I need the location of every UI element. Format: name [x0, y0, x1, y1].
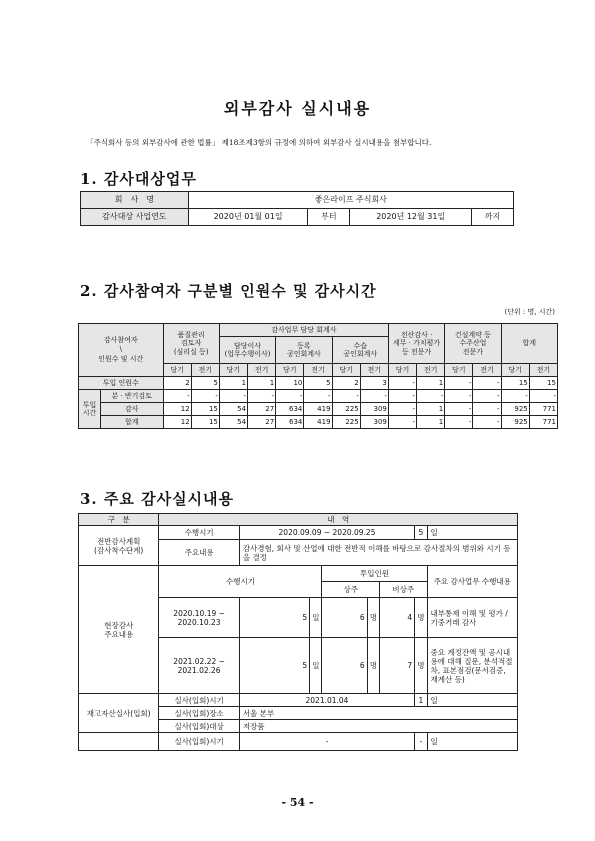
total-hours-cell: 15: [191, 416, 219, 429]
header-prior-period: 전기: [529, 364, 557, 377]
total-hours-cell: 925: [501, 416, 529, 429]
headcount-cell: 5: [304, 377, 332, 390]
audit-hours-cell: 12: [163, 403, 191, 416]
table-row: [79, 694, 518, 707]
header-it-experts: 전산감사 · 세무 · 가치평가 등 전문가: [388, 324, 444, 364]
corner-bottom: 인원수 및 시간: [98, 354, 144, 363]
audit-hours-cell: 309: [360, 403, 388, 416]
field-row-person-unit: 명: [367, 598, 379, 638]
section1-heading: 1. 감사대상업무: [80, 170, 197, 188]
header-partner: 담당이사 (업무수행이사): [219, 337, 275, 364]
field-row-part: 4: [380, 598, 415, 638]
audit-hours-cell: 15: [191, 403, 219, 416]
audit-hours-cell: -: [388, 403, 416, 416]
to-label: 까지: [472, 209, 514, 226]
main-content-label: 주요내용: [159, 540, 239, 566]
quarterly-hours-cell: -: [332, 390, 360, 403]
corner-mid: \: [119, 345, 122, 354]
quarterly-hours-cell: -: [219, 390, 247, 403]
field-row-full: 6: [322, 598, 367, 638]
header-current-period: 당기: [501, 364, 529, 377]
main-content-value: 감사경험, 회사 및 산업에 대한 전반적 이해를 바탕으로 감사절차의 범위와 시기 등을 결정: [239, 540, 517, 566]
table-row: [79, 403, 558, 416]
table-row: [79, 390, 558, 403]
quarterly-hours-cell: -: [529, 390, 557, 403]
table-row: [79, 526, 518, 540]
table-row: [79, 514, 518, 526]
extra-blank-cell: [79, 733, 159, 751]
field-row-day-unit: 일: [310, 638, 322, 694]
audit-hours-cell: 225: [332, 403, 360, 416]
field-row-desc: 내부통제 이해 및 평가 / 기중거래 감사: [427, 598, 518, 638]
total-hours-cell: -: [445, 416, 473, 429]
headcount-cell: 10: [276, 377, 304, 390]
period-label: 감사대상 사업연도: [81, 209, 189, 226]
table-row: [81, 209, 514, 226]
table-row: [79, 566, 518, 582]
total-hours-cell: 27: [248, 416, 276, 429]
headcount-cell: -: [473, 377, 501, 390]
header-current-period: 당기: [388, 364, 416, 377]
field-row-period: 2021.02.22 ~ 2021.02.26: [159, 638, 239, 694]
extra-time-days: -: [415, 733, 427, 751]
total-hours-cell: 634: [276, 416, 304, 429]
header-current-period: 당기: [219, 364, 247, 377]
headcount-cell: -: [445, 377, 473, 390]
field-row-person-unit: 명: [415, 598, 427, 638]
headcount-cell: 5: [191, 377, 219, 390]
audit-hours-cell: 925: [501, 403, 529, 416]
header-construction-experts: 건설계약 등 수주산업 전문가: [445, 324, 501, 364]
inv-day-unit: 일: [427, 694, 518, 707]
section3-heading: 3. 주요 감사실시내용: [80, 490, 235, 508]
perform-period-value: 2020.09.09 ~ 2020.09.25: [239, 526, 414, 540]
quarterly-hours-cell: -: [501, 390, 529, 403]
header-prior-period: 전기: [304, 364, 332, 377]
header-audit-group: 감사업무 담당 회계사: [219, 324, 388, 337]
row-sum-label: 합계: [100, 416, 163, 429]
quarterly-hours-cell: -: [388, 390, 416, 403]
field-row-days: 5: [239, 598, 309, 638]
headcount-cell: 1: [219, 377, 247, 390]
quarterly-hours-cell: -: [248, 390, 276, 403]
audit-hours-cell: 634: [276, 403, 304, 416]
table-row: [79, 733, 518, 751]
row-quarterly-label: 분 · 반기검토: [100, 390, 163, 403]
plan-label: 전반감사계획 (감사착수단계): [79, 526, 159, 566]
audit-hours-cell: -: [445, 403, 473, 416]
row-headcount-label: 투입 인원수: [79, 377, 164, 390]
inventory-label: 재고자산실사(입회): [79, 694, 159, 733]
field-staff-header: 투입인원: [322, 566, 427, 582]
row-audit-label: 감사: [100, 403, 163, 416]
company-value: 좋은라이프 주식회사: [188, 192, 513, 209]
section2-heading: 2. 감사참여자 구분별 인원수 및 감사시간: [80, 282, 377, 300]
extra-day-unit: 일: [427, 733, 518, 751]
field-row-desc: 중요 계정잔액 및 공시내용에 대해 질문, 분석적절차, 표본점검(문서검증, 재계산 등): [427, 638, 518, 694]
corner-header: [79, 324, 164, 377]
quarterly-hours-cell: -: [163, 390, 191, 403]
header-prior-period: 전기: [360, 364, 388, 377]
audit-hours-cell: 27: [248, 403, 276, 416]
headcount-cell: 1: [417, 377, 445, 390]
header-cpa: 등록 공인회계사: [276, 337, 332, 364]
audit-target-table: [80, 191, 514, 226]
quarterly-hours-cell: -: [417, 390, 445, 403]
total-hours-cell: 1: [417, 416, 445, 429]
field-row-period: 2020.10.19 ~ 2020.10.23: [159, 598, 239, 638]
headcount-cell: 2: [163, 377, 191, 390]
perform-days: 5: [415, 526, 427, 540]
headcount-cell: 3: [360, 377, 388, 390]
audit-hours-cell: 771: [529, 403, 557, 416]
audit-hours-cell: 419: [304, 403, 332, 416]
from-label: 부터: [308, 209, 350, 226]
header-current-period: 당기: [163, 364, 191, 377]
field-period-header: 수행시기: [159, 566, 322, 598]
total-hours-cell: 225: [332, 416, 360, 429]
quarterly-hours-cell: -: [360, 390, 388, 403]
company-label: 회 사 명: [81, 192, 189, 209]
table-row: [79, 324, 558, 337]
page-number: - 54 -: [281, 796, 314, 809]
header-total: 합계: [501, 324, 557, 364]
field-row-person-unit: 명: [415, 638, 427, 694]
headcount-cell: 2: [332, 377, 360, 390]
total-hours-cell: 12: [163, 416, 191, 429]
header-prior-period: 전기: [248, 364, 276, 377]
table-row: [81, 192, 514, 209]
header-current-period: 당기: [332, 364, 360, 377]
total-hours-cell: 54: [219, 416, 247, 429]
inv-time-days: 1: [415, 694, 427, 707]
headcount-cell: 15: [529, 377, 557, 390]
field-main-header: 주요 감사업무 수행내용: [427, 566, 518, 598]
field-row-day-unit: 일: [310, 598, 322, 638]
total-hours-cell: 419: [304, 416, 332, 429]
header-quality: 품질관리 검토자 (심리실 등): [163, 324, 219, 364]
inv-time-label: 실사(입회)시기: [159, 694, 239, 707]
total-hours-cell: 771: [529, 416, 557, 429]
inv-target-value: 저장품: [239, 720, 517, 733]
quarterly-hours-cell: -: [276, 390, 304, 403]
field-row-days: 5: [239, 638, 309, 694]
inv-place-label: 실사(입회)장소: [159, 707, 239, 720]
field-row-full: 6: [322, 638, 367, 694]
header-category: 구 분: [79, 514, 159, 526]
headcount-cell: 15: [501, 377, 529, 390]
header-prior-period: 전기: [473, 364, 501, 377]
inv-place-value: 서울 본부: [239, 707, 517, 720]
field-row-part: 7: [380, 638, 415, 694]
audit-hours-cell: 1: [417, 403, 445, 416]
extra-time-value: -: [239, 733, 414, 751]
unit-label: (단위 : 명, 시간): [504, 308, 555, 316]
extra-time-label: 실사(입회)시기: [159, 733, 239, 751]
header-content: 내 역: [159, 514, 518, 526]
total-hours-cell: 309: [360, 416, 388, 429]
header-prior-period: 전기: [417, 364, 445, 377]
headcount-cell: 1: [248, 377, 276, 390]
quarterly-hours-cell: -: [191, 390, 219, 403]
perform-period-label: 수행시기: [159, 526, 239, 540]
field-part-time: 비상주: [380, 582, 427, 598]
start-date: 2020년 01월 01일: [188, 209, 308, 226]
header-prior-period: 전기: [191, 364, 219, 377]
field-full-time: 상주: [322, 582, 380, 598]
total-hours-cell: -: [388, 416, 416, 429]
quarterly-hours-cell: -: [473, 390, 501, 403]
intro-text: 「주식회사 등의 외부감사에 관한 법률」 제18조제3항의 규정에 의하여 외부감사 실시내용을 첨부합니다.: [86, 138, 432, 147]
field-row-person-unit: 명: [367, 638, 379, 694]
perform-day-unit: 일: [427, 526, 518, 540]
inv-target-label: 실사(입회)대상: [159, 720, 239, 733]
end-date: 2020년 12월 31일: [350, 209, 472, 226]
header-current-period: 당기: [445, 364, 473, 377]
table-row: [79, 377, 558, 390]
header-current-period: 당기: [276, 364, 304, 377]
audit-details-table: [78, 513, 518, 751]
participants-table: [78, 323, 558, 429]
headcount-cell: -: [388, 377, 416, 390]
header-trainee: 수습 공인회계사: [332, 337, 388, 364]
audit-hours-cell: -: [473, 403, 501, 416]
corner-top: 감사참여자: [103, 335, 138, 344]
table-row: [79, 416, 558, 429]
row-hours-group: 투입 시간: [79, 390, 101, 429]
inv-time-value: 2021.01.04: [239, 694, 414, 707]
field-label: 현장감사 주요내용: [79, 566, 159, 694]
audit-hours-cell: 54: [219, 403, 247, 416]
total-hours-cell: -: [473, 416, 501, 429]
quarterly-hours-cell: -: [445, 390, 473, 403]
quarterly-hours-cell: -: [304, 390, 332, 403]
document-title: 외부감사 실시내용: [223, 99, 372, 118]
